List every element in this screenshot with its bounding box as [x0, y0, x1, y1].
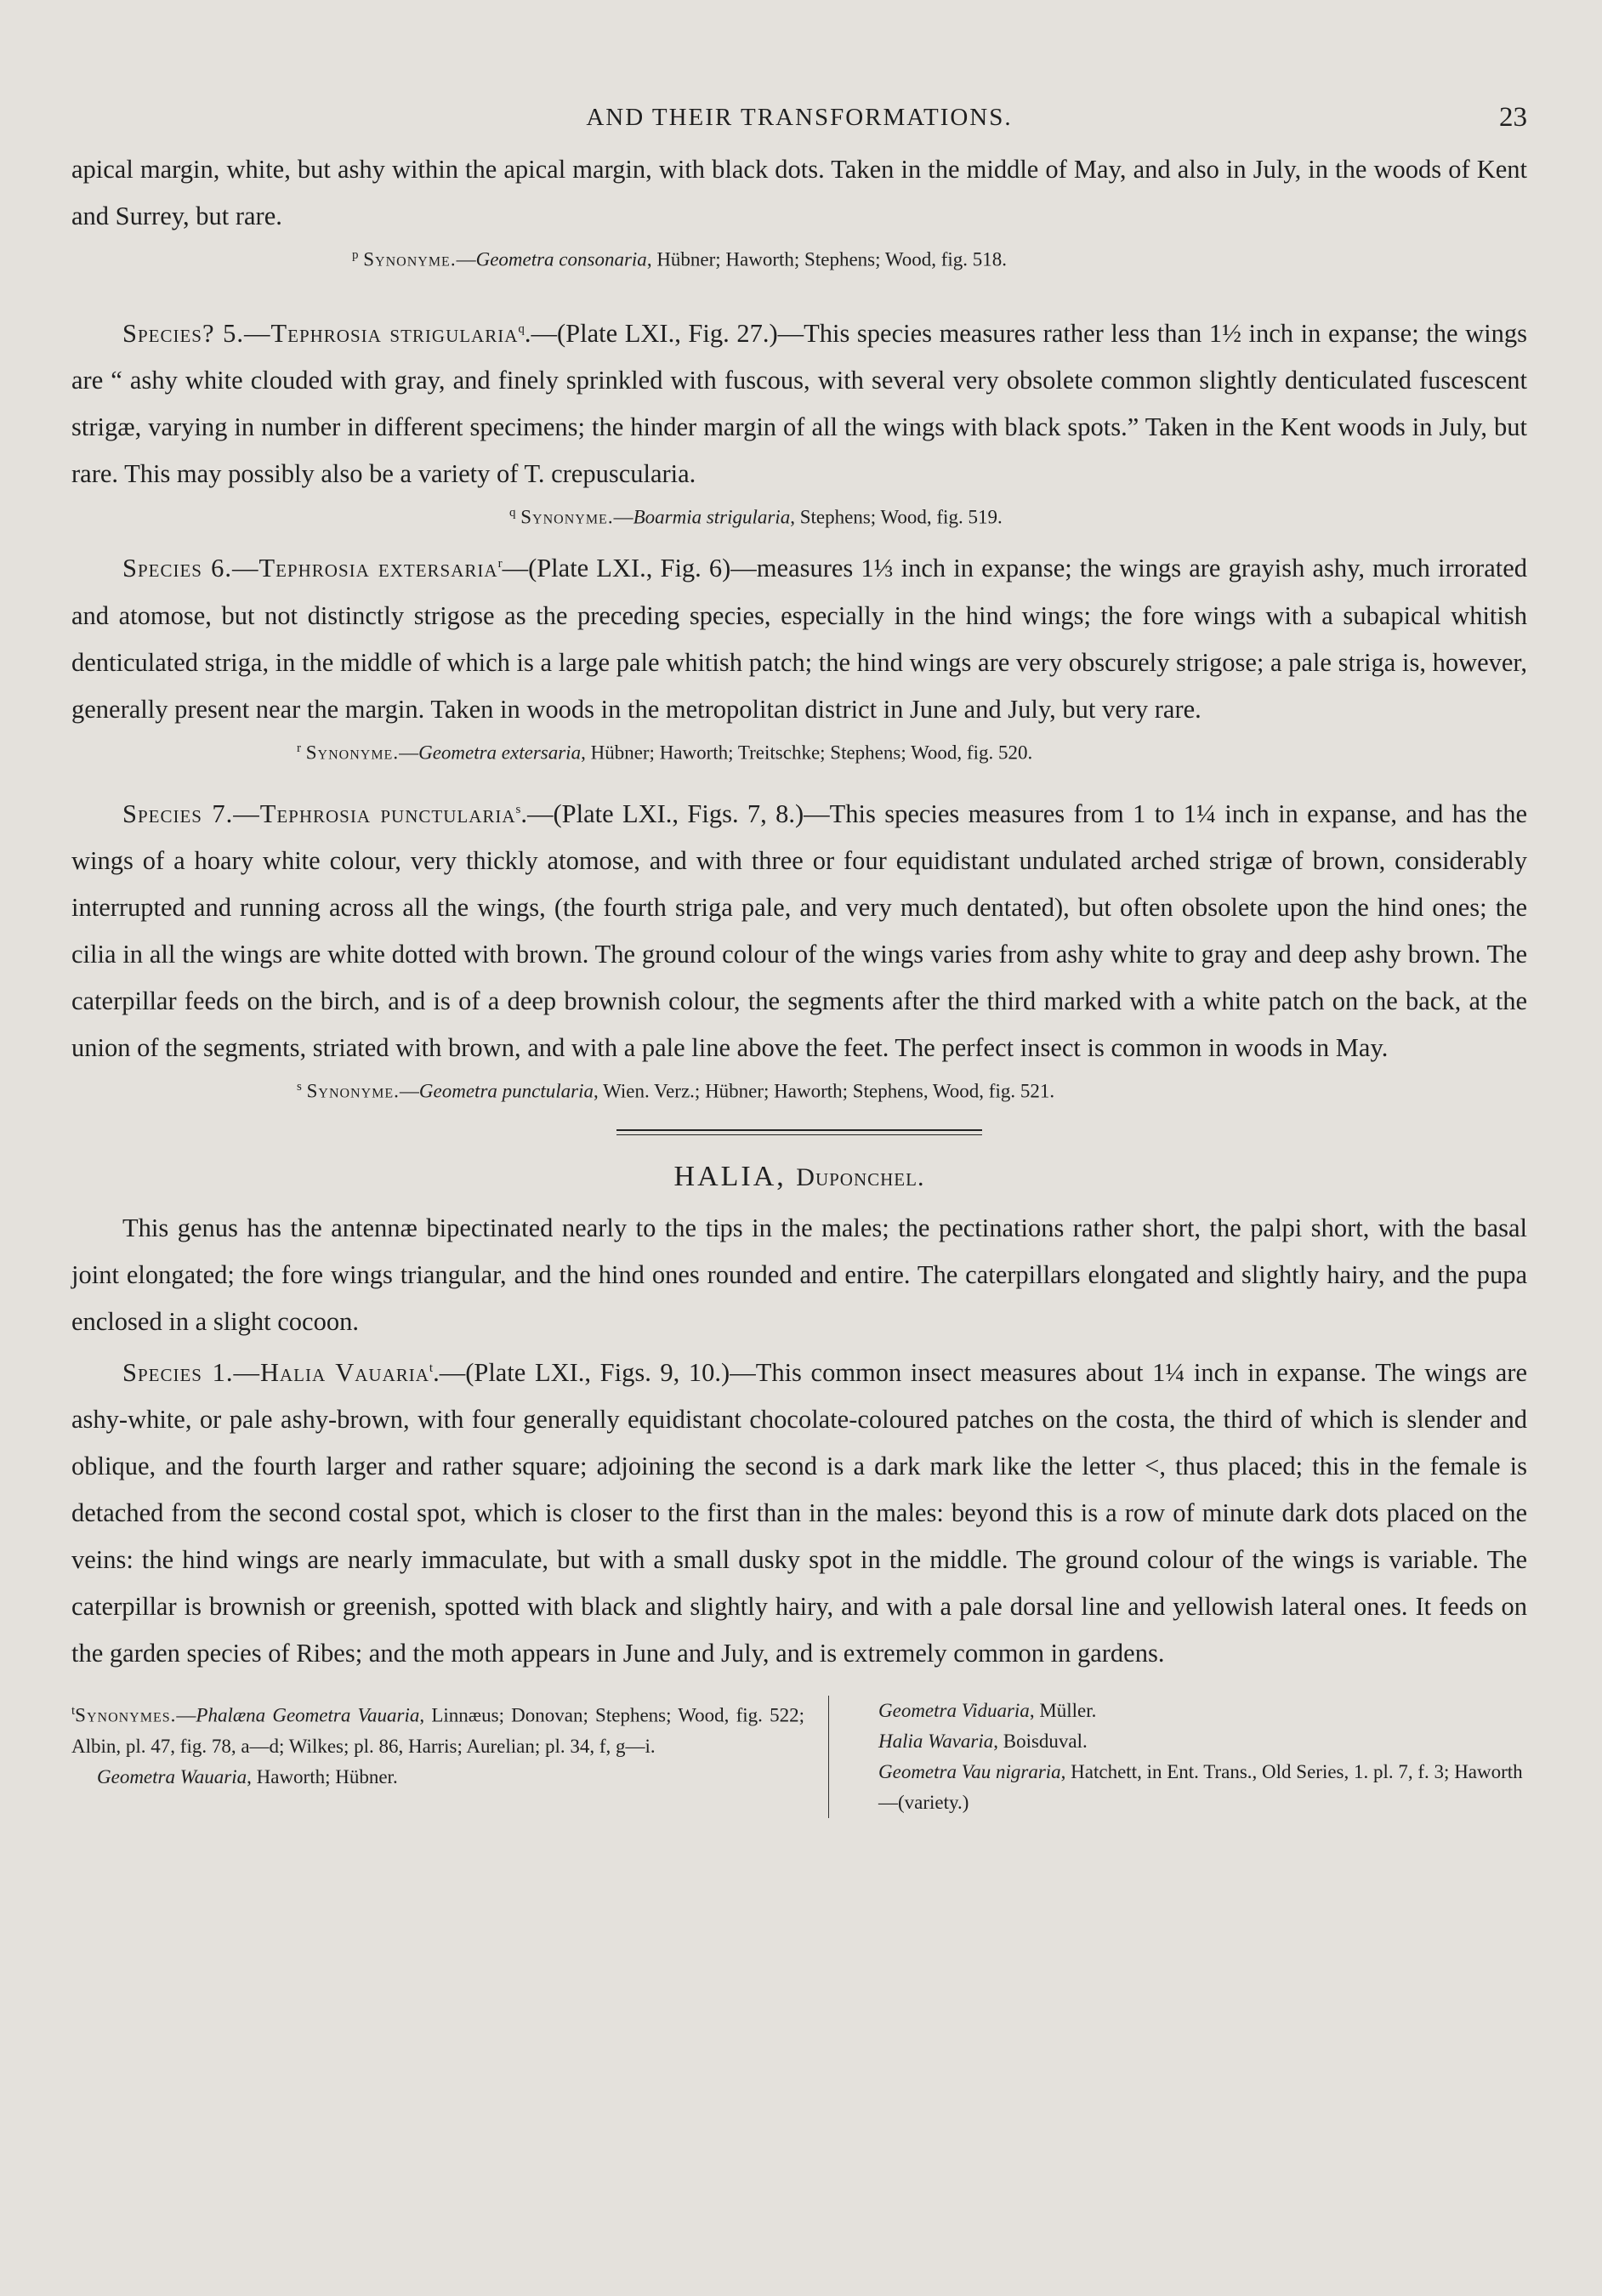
species-lead: Species? 5.— [122, 318, 271, 348]
synonym-refs: , Hübner; Haworth; Treitschke; Stephens; Wood, fig. 520. [581, 742, 1033, 764]
genus-title: HALIA, [673, 1161, 787, 1193]
synonym-name: Geometra punctularia [418, 1081, 594, 1103]
synonym-name: Boarmia strigularia [633, 506, 791, 528]
species-text: —(Plate LXI., Fig. 6)—measures 1⅓ inch in expanse; the wings are grayish ashy, much irrorated and atomose, but not distinctly strigose as the preceding species, especially in the hind wings; the fore wings with a subapical whitish denticulated striga, in the middle of which is a large pale whitish patch; the hind wings are very obscurely strigose; a pale striga is, however, generally present near the margin. Taken in woods in the metropolitan district in June and July, but very rare. [71, 554, 1527, 724]
species-name: Halia Vauaria [259, 1358, 429, 1388]
synonym-label: Synonyme. [520, 506, 614, 528]
section-divider [616, 1129, 982, 1135]
footnote-line [853, 1726, 1527, 1757]
dash: — [399, 1081, 419, 1103]
synonym-label: Synonyme. [306, 1081, 400, 1103]
synonym-name: Geometra extersaria [418, 742, 582, 764]
synonym-name: Geometra consonaria [475, 248, 647, 270]
species-text: .—(Plate LXI., Figs. 9, 10.)—This common insect measures about 1¼ inch in expanse. The wings are ashy-white, or pale ashy-brown, with four generally equidistant chocolate-coloured patches on the costa, the third of which is slender and oblique, and the fourth larger and rather square; adjoining the second is a dark mark like the letter <, thus placed; this in the female is detached from the second costal spot, which is closer to the first than in the males: beyond this is a row of minute dark dots placed on the veins: the hind wings are nearly immaculate, but with a small dusky spot in the middle. The ground colour of the wings is variable. The caterpillar is brownish or greenish, spotted with black and slightly hairy, and with a pale dorsal line and yellowish lateral ones. It feeds on the garden species of Ribes; and the moth appears in June and July, and is extremely common in gardens. [71, 1358, 1527, 1668]
footnote-line [853, 1696, 1527, 1726]
synonym-name: Geometra Viduaria [878, 1700, 1030, 1722]
footnote-right-column [829, 1696, 1527, 1818]
species-name: Tephrosia extersaria [258, 554, 498, 583]
footnote-mark: r [297, 741, 301, 755]
footnote-line [71, 1762, 804, 1793]
synonym-refs: , Hatchett, in Ent. Trans., Old Series, 1. pl. 7, f. 3; Haworth—(variety.) [878, 1761, 1523, 1814]
footnote-line [853, 1757, 1527, 1818]
genus-intro: This genus has the antennæ bipectinated nearly to the tips in the males; the pectinations rather short, the palpi short, with the basal joint elongated; the fore wings triangular, and the hind ones rounded and entire. The caterpillars elongated and slightly hairy, and the pupa enclosed in a slight cocoon. [71, 1213, 1527, 1337]
dash: — [176, 1704, 196, 1726]
footnote-mark: t [429, 1361, 434, 1376]
synonyms-footnote-block [71, 1696, 1527, 1818]
footnote-mark: q [509, 505, 516, 520]
footnote-mark: s [515, 803, 521, 817]
synonym-footnote [71, 240, 1527, 276]
species-text: .—(Plate LXI., Fig. 27.)—This species measures rather less than 1½ inch in expanse; the wings are “ ashy white clouded with gray, and finely sprinkled with fuscous, with several very obsolete common slightly denticulated fuscescent strigæ, varying in number in different specimens; the hinder margin of all the wings with black spots.” Taken in the Kent woods in July, but rare. This may possibly also be a variety of T. crepuscularia. [71, 318, 1527, 488]
synonym-name: Phalæna Geometra Vauaria [196, 1704, 420, 1726]
species-paragraph [71, 541, 1527, 732]
synonym-refs: , Boisduval. [993, 1731, 1088, 1753]
synonym-name: Geometra Wauaria [97, 1765, 247, 1787]
dash: — [613, 506, 633, 528]
synonym-footnote [71, 733, 1527, 769]
synonym-label: Synonymes. [75, 1704, 177, 1726]
synonym-label: Synonyme. [363, 248, 457, 270]
synonym-name: Geometra Vau nigraria [878, 1761, 1061, 1783]
species-paragraph [71, 306, 1527, 497]
species-text: .—(Plate LXI., Figs. 7, 8.)—This species measures from 1 to 1¼ inch in expanse, and has the wings of a hoary white colour, very thickly atomose, and with three or four equidistant undulated arched strigæ of brown, considerably interrupted and running across all the wings, (the fourth striga pale, and very much dentated), but often obsolete upon the hind ones; the cilia in all the wings are white dotted with brown. The ground colour of the wings varies from ashy white to gray and deep ashy brown. The caterpillar feeds on the birch, and is of a deep brownish colour, the segments after the third marked with a white patch on the back, at the union of the segments, striated with brown, and with a pale line above the feet. The perfect insect is common in woods in May. [71, 799, 1527, 1063]
synonym-footnote [71, 497, 1527, 533]
section-title [71, 1161, 1527, 1193]
species-lead: Species 6.— [122, 554, 259, 583]
footnote-mark: t [71, 1704, 76, 1719]
dash: — [456, 248, 476, 270]
species-name: Tephrosia strigularia [270, 318, 519, 348]
species-lead: Species 1.— [122, 1358, 260, 1388]
page-content [71, 100, 1527, 1818]
genus-author: Duponchel. [796, 1163, 925, 1192]
synonym-refs: , Müller. [1029, 1700, 1097, 1722]
species-paragraph [71, 787, 1527, 1071]
synonym-refs: , Hübner; Haworth; Stephens; Wood, fig. 518. [646, 248, 1007, 270]
footnote-mark: r [497, 557, 503, 571]
species-lead: Species 7.— [122, 799, 260, 829]
species-paragraph [71, 1345, 1527, 1677]
dash: — [399, 742, 419, 764]
footnote-left-column [71, 1696, 829, 1818]
synonym-name: Halia Wavaria [878, 1731, 994, 1753]
species-name: Tephrosia punctularia [259, 799, 516, 829]
running-title: AND THEIR TRANSFORMATIONS. [586, 104, 1013, 131]
page-number: 23 [1499, 102, 1527, 133]
footnote-mark: q [518, 321, 525, 336]
synonym-footnote [71, 1071, 1527, 1107]
synonym-refs: , Haworth; Hübner. [247, 1765, 398, 1787]
running-head [71, 100, 1527, 146]
synonym-label: Synonyme. [305, 742, 400, 764]
paragraph-text: apical margin, white, but ashy within the apical margin, with black dots. Taken in the middle of May, and also in July, in the woods of Kent and Surrey, but rare. [71, 155, 1527, 230]
footnote-mark: p [352, 248, 359, 262]
synonym-refs: , Wien. Verz.; Hübner; Haworth; Stephens, Wood, fig. 521. [593, 1081, 1055, 1103]
footnote-mark: s [297, 1080, 302, 1094]
synonym-refs: , Stephens; Wood, fig. 519. [790, 506, 1003, 528]
paragraph-continuation [71, 146, 1527, 240]
synonym-refs: , Linnæus; Donovan; Stephens; Wood, fig. 522; Albin, pl. 47, fig. 78, a—d; Wilkes; pl. 86, Harris; Aurelian; pl. 34, f, g—i. [71, 1704, 804, 1757]
